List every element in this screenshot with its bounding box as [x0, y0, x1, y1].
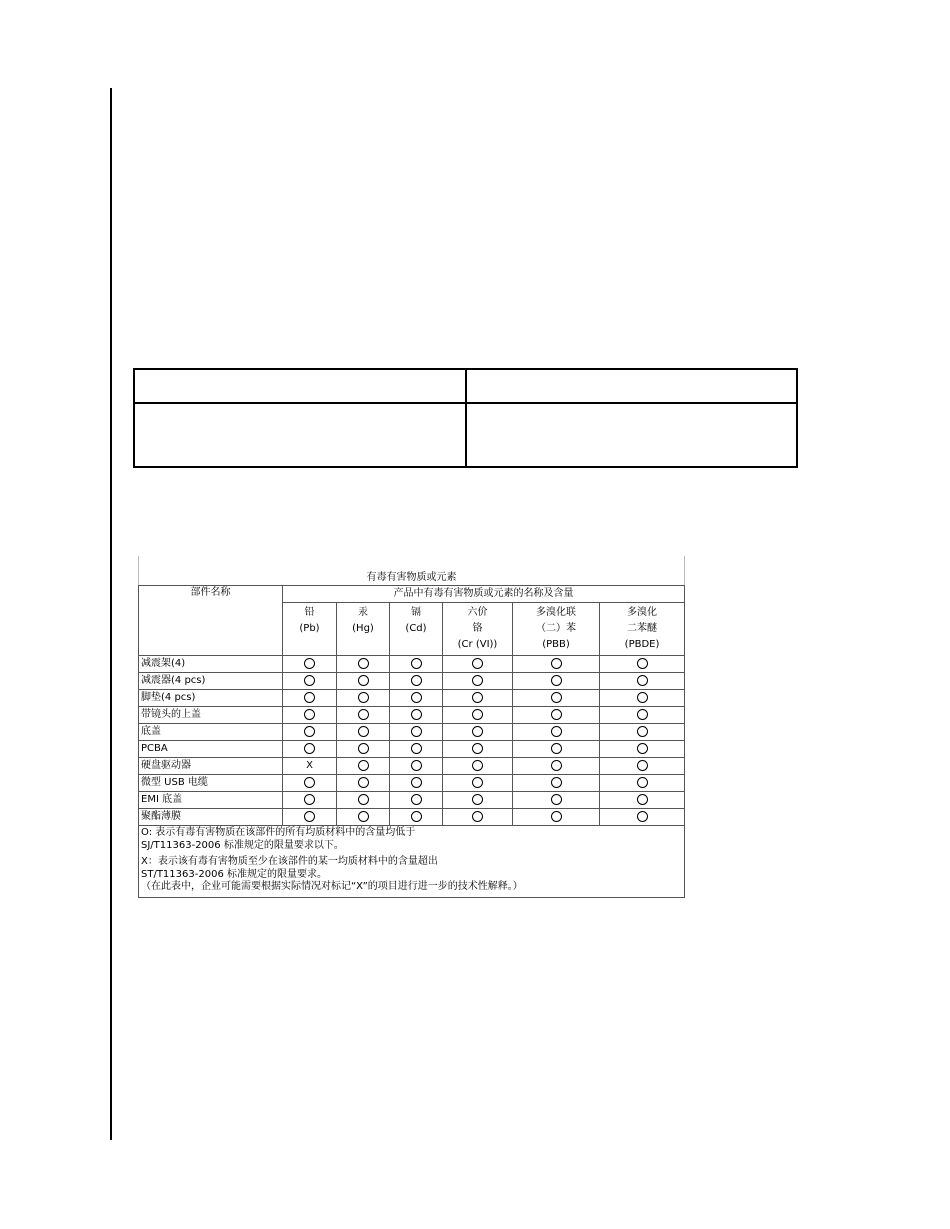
circle-mark-icon	[637, 777, 648, 788]
table-notes	[139, 826, 685, 898]
circle-mark-icon	[411, 658, 422, 669]
circle-mark-icon	[472, 709, 483, 720]
circle-mark-icon	[358, 692, 369, 703]
substance-mark-cell	[600, 792, 685, 809]
substance-mark-cell	[600, 724, 685, 741]
substance-mark-cell	[390, 707, 443, 724]
table-row	[139, 673, 685, 690]
table-row	[139, 775, 685, 792]
part-name-header: 部件名称	[139, 586, 283, 656]
substance-mark-cell	[337, 690, 390, 707]
substance-column-header	[390, 603, 443, 656]
substance-mark-cell	[600, 673, 685, 690]
note-x-line2: ST/T11363-2006 标准规定的限量要求。	[141, 868, 327, 880]
substance-mark-cell	[337, 707, 390, 724]
substance-group-header: 产品中有毒有害物质或元素的名称及含量	[283, 586, 685, 603]
circle-mark-icon	[304, 811, 315, 822]
circle-mark-icon	[411, 675, 422, 686]
table-row	[139, 724, 685, 741]
circle-mark-icon	[358, 743, 369, 754]
substance-mark-cell	[337, 656, 390, 673]
part-name-cell: 硬盘驱动器	[139, 758, 283, 775]
substance-mark-cell	[337, 724, 390, 741]
left-margin-rule	[110, 88, 112, 1140]
substance-column-header	[600, 603, 685, 656]
circle-mark-icon	[637, 743, 648, 754]
circle-mark-icon	[304, 743, 315, 754]
substance-mark-cell	[600, 656, 685, 673]
empty-cell	[134, 403, 466, 467]
note-x-line1: X：表示该有毒有害物质至少在该部件的某一均质材料中的含量超出	[141, 856, 438, 867]
part-name-cell: 减震器(4 pcs)	[139, 673, 283, 690]
substance-mark-cell	[443, 809, 513, 826]
circle-mark-icon	[358, 794, 369, 805]
circle-mark-icon	[637, 709, 648, 720]
substance-mark-cell	[443, 707, 513, 724]
circle-mark-icon	[304, 726, 315, 737]
substance-header-extra: (PBB)	[542, 639, 570, 650]
substance-header-extra	[392, 637, 440, 653]
substance-mark-cell	[337, 758, 390, 775]
circle-mark-icon	[358, 658, 369, 669]
substance-header-name: 铅	[304, 607, 315, 618]
circle-mark-icon	[304, 692, 315, 703]
part-name-cell: 减震架(4)	[139, 656, 283, 673]
substance-mark-cell	[513, 741, 600, 758]
circle-mark-icon	[637, 760, 648, 771]
substance-header-symbol: 二苯醚	[627, 623, 658, 634]
substance-header-name: 六价	[467, 607, 488, 618]
hazardous-substances-table-container	[138, 556, 684, 892]
circle-mark-icon	[472, 777, 483, 788]
circle-mark-icon	[411, 726, 422, 737]
circle-mark-icon	[472, 743, 483, 754]
substance-mark-cell	[513, 656, 600, 673]
substance-header-symbol: (Hg)	[352, 623, 374, 634]
substance-mark-cell	[390, 809, 443, 826]
substance-mark-cell	[443, 775, 513, 792]
circle-mark-icon	[304, 658, 315, 669]
part-name-cell: 带镜头的上盖	[139, 707, 283, 724]
note-o-line1: O: 表示有毒有害物质在该部件的所有均质材料中的含量均低于	[141, 827, 416, 838]
circle-mark-icon	[472, 811, 483, 822]
substance-column-header	[513, 603, 600, 656]
substance-header-symbol: （二）苯	[536, 623, 576, 634]
circle-mark-icon	[411, 794, 422, 805]
substance-header-name: 多溴化	[627, 607, 658, 618]
substance-header-symbol: (Pb)	[299, 623, 320, 634]
part-name-cell: EMI 底盖	[139, 792, 283, 809]
substance-mark-cell	[443, 656, 513, 673]
substance-mark-cell	[513, 707, 600, 724]
substance-header-symbol: (Cd)	[405, 623, 427, 634]
circle-mark-icon	[637, 675, 648, 686]
empty-cell	[134, 369, 466, 403]
circle-mark-icon	[551, 658, 562, 669]
table-row	[139, 758, 685, 775]
substance-mark-cell	[513, 792, 600, 809]
circle-mark-icon	[551, 692, 562, 703]
substance-mark-cell	[443, 758, 513, 775]
circle-mark-icon	[472, 794, 483, 805]
circle-mark-icon	[358, 709, 369, 720]
circle-mark-icon	[472, 675, 483, 686]
substance-mark-cell	[390, 741, 443, 758]
substance-column-header	[443, 603, 513, 656]
substance-mark-cell	[390, 758, 443, 775]
circle-mark-icon	[551, 777, 562, 788]
substance-mark-cell	[443, 673, 513, 690]
circle-mark-icon	[637, 658, 648, 669]
table-row	[139, 707, 685, 724]
part-name-cell: 微型 USB 电缆	[139, 775, 283, 792]
table-row	[139, 792, 685, 809]
substance-mark-cell	[337, 792, 390, 809]
circle-mark-icon	[551, 794, 562, 805]
x-mark: X	[306, 759, 313, 771]
circle-mark-icon	[304, 709, 315, 720]
table-row	[139, 656, 685, 673]
substance-mark-cell	[283, 741, 337, 758]
substance-header-name: 镉	[411, 607, 421, 618]
substance-mark-cell	[600, 775, 685, 792]
substance-mark-cell	[283, 724, 337, 741]
hazardous-substances-table	[138, 556, 685, 898]
substance-header-name: 汞	[358, 607, 368, 618]
substance-mark-cell	[513, 690, 600, 707]
substance-mark-cell	[337, 741, 390, 758]
substance-mark-cell	[513, 809, 600, 826]
substance-column-header	[337, 603, 390, 656]
substance-mark-cell	[283, 707, 337, 724]
substance-mark-cell	[283, 775, 337, 792]
empty-bordered-table	[133, 368, 798, 468]
circle-mark-icon	[411, 692, 422, 703]
substance-mark-cell	[513, 758, 600, 775]
substance-column-header	[283, 603, 337, 656]
substance-header-extra	[339, 637, 387, 653]
substance-mark-cell	[390, 775, 443, 792]
table-row	[139, 690, 685, 707]
substance-mark-cell	[600, 690, 685, 707]
circle-mark-icon	[551, 743, 562, 754]
note-o-line2: SJ/T11363-2006 标准规定的限量要求以下。	[141, 839, 344, 851]
substance-header-name: 多溴化联	[536, 607, 576, 618]
substance-mark-cell	[283, 673, 337, 690]
circle-mark-icon	[637, 811, 648, 822]
circle-mark-icon	[551, 760, 562, 771]
substance-mark-cell	[390, 792, 443, 809]
circle-mark-icon	[637, 692, 648, 703]
substance-mark-cell	[283, 758, 337, 775]
circle-mark-icon	[411, 709, 422, 720]
circle-mark-icon	[472, 658, 483, 669]
circle-mark-icon	[358, 811, 369, 822]
circle-mark-icon	[472, 760, 483, 771]
substance-mark-cell	[600, 809, 685, 826]
empty-cell	[466, 403, 798, 467]
substance-mark-cell	[283, 656, 337, 673]
circle-mark-icon	[551, 726, 562, 737]
table-row	[139, 809, 685, 826]
circle-mark-icon	[411, 743, 422, 754]
substance-mark-cell	[600, 707, 685, 724]
circle-mark-icon	[411, 760, 422, 771]
substance-mark-cell	[337, 809, 390, 826]
substance-mark-cell	[390, 724, 443, 741]
circle-mark-icon	[551, 709, 562, 720]
substance-mark-cell	[390, 673, 443, 690]
substance-mark-cell	[283, 809, 337, 826]
empty-cell	[466, 369, 798, 403]
table-row	[139, 741, 685, 758]
substance-mark-cell	[443, 690, 513, 707]
substance-mark-cell	[337, 673, 390, 690]
table-title: 有毒有害物质或元素	[139, 556, 685, 586]
substance-mark-cell	[337, 775, 390, 792]
circle-mark-icon	[637, 726, 648, 737]
substance-mark-cell	[443, 724, 513, 741]
circle-mark-icon	[358, 777, 369, 788]
substance-mark-cell	[283, 792, 337, 809]
note-remark: （在此表中，企业可能需要根据实际情况对标记“X”的项目进行进一步的技术性解释。）	[141, 881, 523, 892]
substance-mark-cell	[443, 741, 513, 758]
substance-header-extra: (PBDE)	[624, 639, 660, 650]
circle-mark-icon	[358, 726, 369, 737]
substance-mark-cell	[513, 673, 600, 690]
circle-mark-icon	[472, 692, 483, 703]
part-name-cell: PCBA	[139, 741, 283, 758]
circle-mark-icon	[304, 777, 315, 788]
substance-mark-cell	[390, 656, 443, 673]
substance-mark-cell	[513, 775, 600, 792]
circle-mark-icon	[304, 675, 315, 686]
part-name-cell: 聚酯薄膜	[139, 809, 283, 826]
substance-mark-cell	[283, 690, 337, 707]
part-name-cell: 底盖	[139, 724, 283, 741]
circle-mark-icon	[358, 760, 369, 771]
circle-mark-icon	[551, 675, 562, 686]
substance-mark-cell	[443, 792, 513, 809]
part-name-cell: 脚垫(4 pcs)	[139, 690, 283, 707]
substance-mark-cell	[600, 758, 685, 775]
circle-mark-icon	[358, 675, 369, 686]
circle-mark-icon	[411, 777, 422, 788]
substance-header-symbol: 铬	[472, 623, 483, 634]
substance-mark-cell	[600, 741, 685, 758]
substance-header-extra: (Cr (VI))	[457, 639, 498, 650]
circle-mark-icon	[411, 811, 422, 822]
circle-mark-icon	[304, 794, 315, 805]
substance-mark-cell	[513, 724, 600, 741]
substance-mark-cell	[390, 690, 443, 707]
circle-mark-icon	[472, 726, 483, 737]
substance-header-extra	[285, 637, 334, 653]
circle-mark-icon	[551, 811, 562, 822]
circle-mark-icon	[637, 794, 648, 805]
